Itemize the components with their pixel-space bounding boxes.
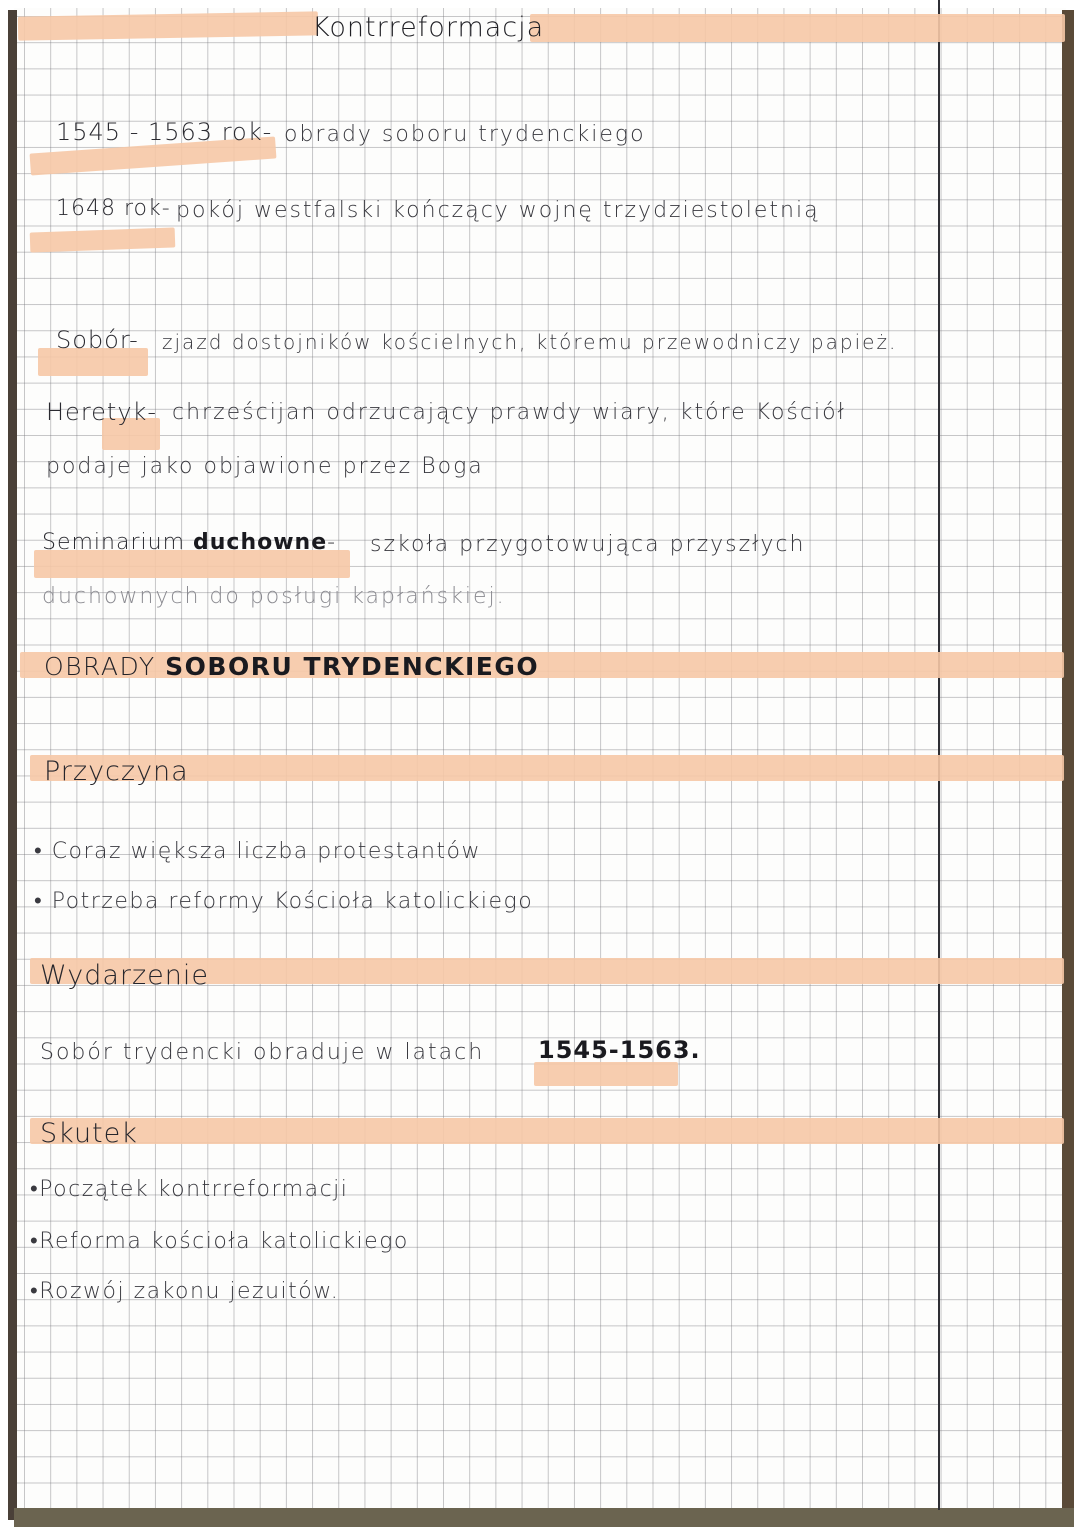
definition-term-seminarium-plain: Seminarium xyxy=(42,530,185,555)
date-2: 1648 rok- xyxy=(56,196,171,221)
notebook-left-edge xyxy=(8,10,17,1520)
definition-text-seminarium-line2: duchownych do posługi kapłańskiej. xyxy=(42,584,506,609)
definition-term-heretyk: Heretyk- xyxy=(46,398,158,426)
definition-text-heretyk-line2: podaje jako objawione przez Boga xyxy=(46,454,484,479)
date-1: 1545 - 1563 rok- xyxy=(56,118,273,146)
cause-heading: Przyczyna xyxy=(44,756,189,787)
definition-term-seminarium-bold: duchowne xyxy=(193,530,328,555)
effect-item-2: •Reforma kościoła katolickiego xyxy=(30,1229,409,1254)
definition-term-seminarium xyxy=(42,530,336,555)
effect-heading-highlight xyxy=(30,1118,1064,1144)
effect-item-1: •Początek kontrreformacji xyxy=(30,1177,349,1202)
years-highlight xyxy=(534,1062,678,1086)
title-highlight-right xyxy=(530,14,1065,42)
date-1-text: obrady soboru trydenckiego xyxy=(284,122,646,147)
effect-item-3: •Rozwój zakonu jezuitów. xyxy=(30,1279,340,1304)
definition-term-sobor: Sobór- xyxy=(56,326,139,354)
notebook-bottom-edge xyxy=(14,1508,1074,1527)
section-heading xyxy=(44,652,539,681)
definition-text-seminarium-line1: szkoła przygotowująca przyszłych xyxy=(370,532,806,557)
page-title: Kontrreformacja xyxy=(312,12,545,43)
event-years: 1545-1563. xyxy=(538,1036,701,1064)
section-heading-part2: SOBORU TRYDENCKIEGO xyxy=(165,652,540,681)
cause-item-2: • Potrzeba reformy Kościoła katolickiego xyxy=(34,889,534,914)
event-heading: Wydarzenie xyxy=(40,960,209,991)
definition-term-seminarium-sep: - xyxy=(327,530,337,555)
definition-text-heretyk-line1: chrześcijan odrzucający prawdy wiary, które Kościół xyxy=(172,400,846,425)
section-heading-part1: OBRADY xyxy=(44,652,156,681)
definition-text-sobor: zjazd dostojników kościelnych, któremu przewodniczy papież. xyxy=(162,330,898,354)
effect-heading: Skutek xyxy=(40,1118,138,1149)
cause-item-1: • Coraz większa liczba protestantów xyxy=(34,839,481,864)
event-text: Sobór trydencki obraduje w latach xyxy=(40,1040,485,1065)
date-2-text: pokój westfalski kończący wojnę trzydziestoletnią xyxy=(176,198,820,223)
